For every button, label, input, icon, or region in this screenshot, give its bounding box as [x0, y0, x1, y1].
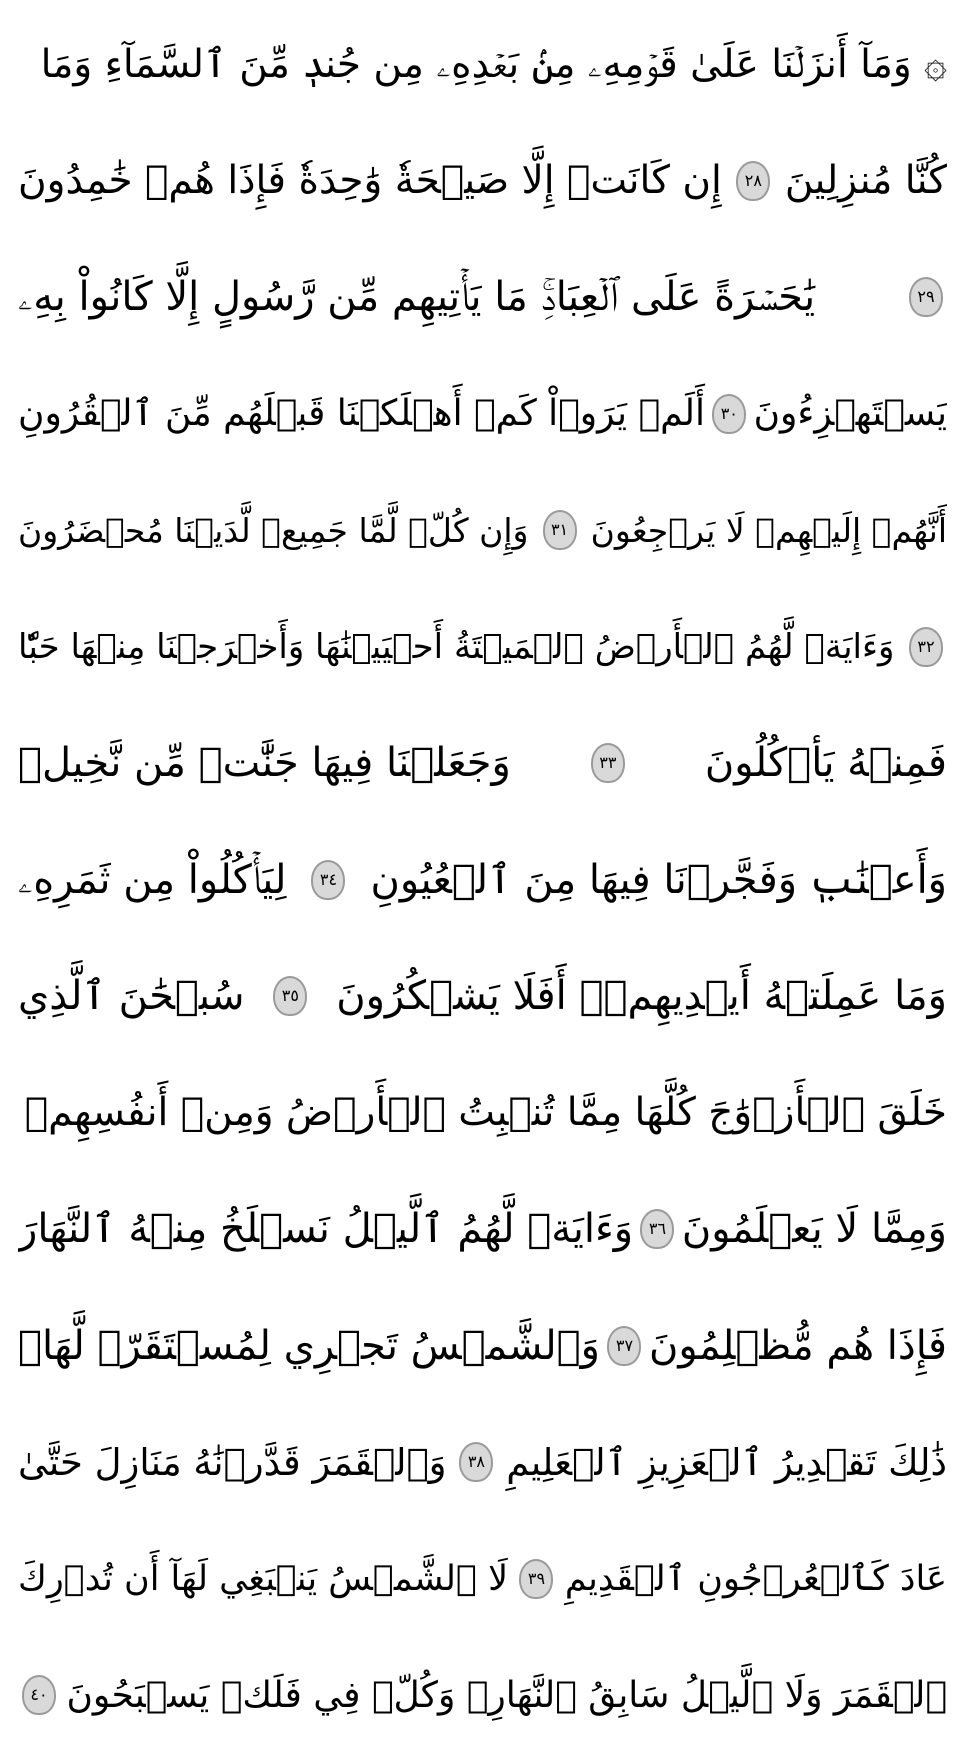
ayah-number-marker: ٣٨: [459, 1442, 493, 1482]
ayah-number-marker: ٢٨: [736, 161, 770, 201]
text-line: [18, 593, 947, 701]
verse-text: سُبۡحَٰنَ ٱلَّذِي: [18, 973, 245, 1019]
verse-text: فَمِنۡهُ يَأۡكُلُونَ: [704, 740, 947, 786]
text-line: [18, 1408, 947, 1516]
ayah-number-marker: ٣٢: [909, 627, 943, 667]
verse-text: خَلَقَ ٱلۡأَزۡوَٰجَ كُلَّهَا مِمَّا تُنۢبِتُ ٱلۡأَرۡضُ وَمِنۡ أَنفُسِهِمۡ: [24, 1090, 947, 1135]
verse-text: أَنَّهُمۡ إِلَيۡهِمۡ لَا يَرۡجِعُونَ: [590, 510, 947, 550]
verse-text: عَادَ كَٱلۡعُرۡجُونِ ٱلۡقَدِيمِ: [564, 1558, 947, 1599]
verse-text: كُنَّا مُنزِلِينَ: [784, 158, 947, 203]
verse-text: وَأَعۡنَٰبٖ وَفَجَّرۡنَا فِيهَا مِنَ ٱلۡعُيُونِ: [370, 856, 947, 903]
verse-text: وَٱلۡقَمَرَ قَدَّرۡنَٰهُ مَنَازِلَ حَتَّىٰ: [18, 1440, 447, 1484]
ayah-number-marker: ٣١: [543, 510, 577, 550]
verse-text: فَإِذَا هُم مُّظۡلِمُونَ: [648, 1322, 947, 1369]
ayah-number-marker: ٢٩: [909, 277, 943, 317]
ayah-number-marker: ٣٥: [273, 976, 307, 1016]
verse-text: وَجَعَلۡنَا فِيهَا جَنَّٰتٖ مِّن نَّخِيلٖ: [18, 740, 511, 786]
text-line: [18, 127, 947, 235]
text-line: [18, 942, 947, 1050]
ayah-number-marker: ٤٠: [22, 1675, 56, 1715]
ayah-number-marker: ٣٣: [591, 743, 625, 783]
verse-text: لِيَأۡكُلُواْ مِن ثَمَرِهِۦ: [18, 856, 287, 903]
verse-text: وَءَايَةٞ لَّهُمُ ٱلَّيۡلُ نَسۡلَخُ مِنۡهُ ٱلنَّهَارَ: [18, 1206, 634, 1252]
verse-text: وَإِن كُلّٞ لَّمَّا جَمِيعٞ لَّدَيۡنَا مُحۡضَرُونَ: [18, 510, 529, 550]
text-line: [18, 243, 947, 351]
verse-text: ٱلۡقَمَرَ وَلَا ٱلَّيۡلُ سَابِقُ ٱلنَّهَارِۚ وَكُلّٞ فِي فَلَكٖ يَسۡبَحُونَ: [66, 1674, 947, 1716]
verse-text: وَءَايَةٞ لَّهُمُ ٱلۡأَرۡضُ ٱلۡمَيۡتَةُ أَحۡيَيۡنَٰهَا وَأَخۡرَجۡنَا مِنۡهَا حَبّٗا: [18, 626, 895, 667]
verse-text: يَٰحَسۡرَةً عَلَى ٱلۡعِبَادِۚ مَا يَأۡتِيهِم مِّن رَّسُولٍ إِلَّا كَانُواْ بِهِۦ: [18, 274, 816, 320]
ayah-number-marker: ٣٩: [519, 1559, 553, 1599]
text-line: [18, 476, 947, 584]
ayah-number-marker: ٣٤: [311, 860, 345, 900]
text-line: [18, 1059, 947, 1167]
ayah-number-marker: ٣٦: [640, 1209, 674, 1249]
verse-text: لَا ٱلشَّمۡسُ يَنۢبَغِي لَهَآ أَن تُدۡرِكَ: [18, 1558, 509, 1599]
text-line: [18, 709, 947, 817]
text-line: [18, 360, 947, 468]
verse-text: ذَٰلِكَ تَقۡدِيرُ ٱلۡعَزِيزِ ٱلۡعَلِيمِ: [506, 1440, 947, 1484]
verse-text: وَمَا عَمِلَتۡهُ أَيۡدِيهِمۡۚ أَفَلَا يَشۡكُرُونَ: [336, 973, 947, 1019]
text-line: [18, 1292, 947, 1400]
verse-text: ۞ وَمَآ أَنزَلۡنَا عَلَىٰ قَوۡمِهِۦ مِنۢ بَعۡدِهِۦ مِن جُندٖ مِّنَ ٱلسَّمَآءِ وَمَا: [40, 41, 947, 87]
ayah-number-marker: ٣٠: [712, 394, 746, 434]
text-line: [18, 10, 947, 118]
verse-text: أَلَمۡ يَرَوۡاْ كَمۡ أَهۡلَكۡنَا قَبۡلَهُم مِّنَ ٱلۡقُرُونِ: [18, 393, 706, 434]
verse-text: إِن كَانَتۡ إِلَّا صَيۡحَةٗ وَٰحِدَةٗ فَإِذَا هُمۡ خَٰمِدُونَ: [18, 158, 722, 203]
verse-text: وَمِمَّا لَا يَعۡلَمُونَ: [681, 1206, 947, 1252]
verse-text: يَسۡتَهۡزِءُونَ: [753, 393, 947, 434]
verse-text: وَٱلشَّمۡسُ تَجۡرِي لِمُسۡتَقَرّٖ لَّهَاۚ: [18, 1322, 600, 1369]
text-line: [18, 1525, 947, 1633]
ayah-number-marker: ٣٧: [607, 1326, 641, 1366]
text-line: [18, 1175, 947, 1283]
text-line: [18, 826, 947, 934]
text-line: [18, 1641, 947, 1749]
